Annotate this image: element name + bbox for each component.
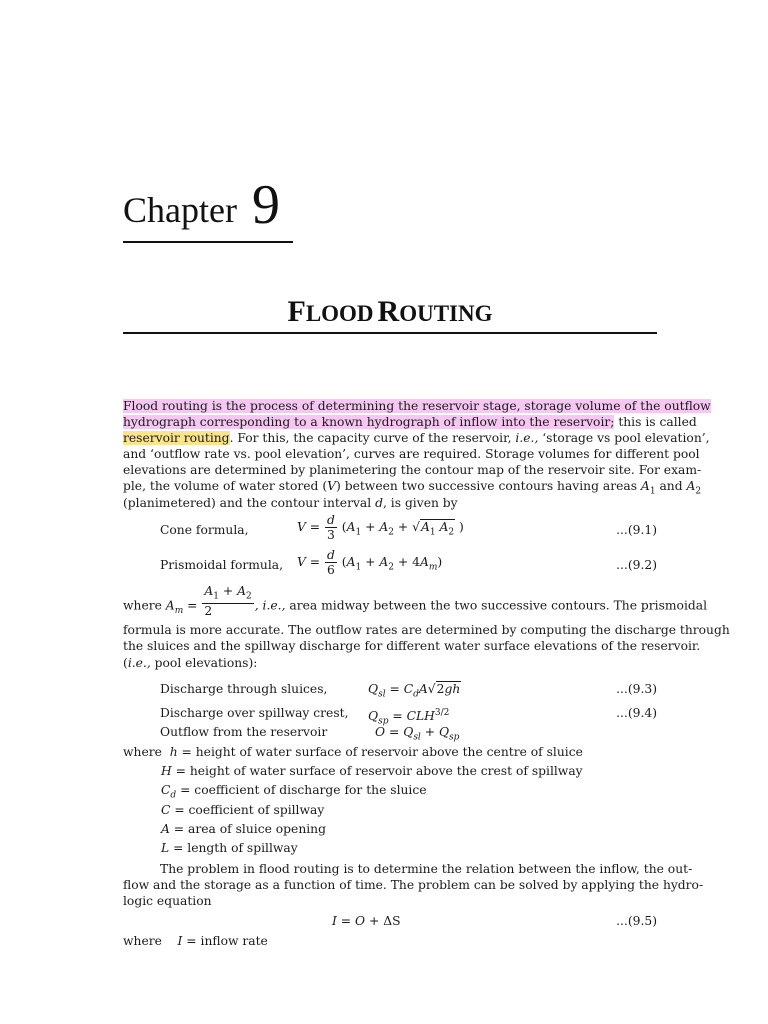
equation-sluice: $Q_{sl} = C_dA√2gh$ bbox=[368, 682, 461, 700]
paragraph-line: flow and the storage as a function of time. The problem can be solved by applying the hydro- bbox=[123, 878, 704, 892]
equation-outflow: $O = Q_{sl} + Q_{sp}$ bbox=[375, 725, 460, 743]
definition-row: L = length of spillway bbox=[161, 841, 298, 855]
paragraph-line bbox=[123, 398, 711, 414]
equation-label: Outflow from the reservoir bbox=[160, 725, 328, 739]
paragraph-line: reservoir routing. For this, the capacity curve of the reservoir, i.e., ‘storage vs pool elevation’, bbox=[123, 431, 710, 445]
paragraph-line: ple, the volume of water stored (V) between two successive contours having areas $A_1$ and $A_2$ bbox=[123, 479, 702, 497]
paragraph-line: (i.e., pool elevations): bbox=[123, 656, 258, 670]
yellow-highlight: reservoir routing bbox=[123, 431, 230, 445]
definition-row: $C_d$ = coefficient of discharge for the sluice bbox=[161, 783, 427, 801]
page-title: FLOOD ROUTING bbox=[287, 295, 493, 328]
chapter-label: Chapter bbox=[123, 190, 237, 230]
equation-prismoidal: V = $\frac{d}{6}$ $(A_1 + A_2 + 4A_m)$ bbox=[297, 548, 443, 577]
definition-row: where h = height of water surface of reservoir above the centre of sluice bbox=[123, 745, 583, 759]
definition-row: A = area of sluice opening bbox=[161, 822, 326, 836]
equation-number: ...(9.2) bbox=[616, 558, 657, 572]
paragraph-line: formula is more accurate. The outflow rates are determined by computing the discharge through bbox=[123, 623, 730, 637]
chapter-number: 9 bbox=[252, 174, 280, 236]
pink-highlight: hydrograph corresponding to a known hydrograph of inflow into the reservoir; bbox=[123, 415, 615, 429]
paragraph-line: where $A_m$ = $\frac{A_1 + A_2}{2}$ , i.e., area midway between the two successive contours. The prismoidal bbox=[123, 584, 708, 619]
equation-spillway: $Q_{sp} = CLH^{3/2}$ bbox=[368, 708, 450, 727]
equation-number: ...(9.3) bbox=[616, 682, 657, 696]
equation-label: Discharge through sluices, bbox=[160, 682, 328, 696]
equation-label: Discharge over spillway crest, bbox=[160, 706, 349, 720]
equation-label: Prismoidal formula, bbox=[160, 558, 284, 572]
paragraph-line: The problem in flood routing is to determine the relation between the inflow, the out- bbox=[160, 862, 693, 876]
paragraph-line: elevations are determined by planimetering the contour map of the reservoir site. For exam- bbox=[123, 463, 702, 477]
definition-row: H = height of water surface of reservoir above the crest of spillway bbox=[161, 764, 583, 778]
equation-hydrologic: I = O + ΔS bbox=[332, 914, 401, 928]
equation-cone: V = $\frac{d}{3}$ ($A_1 + A_2 + √A_1$ $A_2$ ) bbox=[297, 513, 464, 542]
paragraph-line: (planimetered) and the contour interval d, is given by bbox=[123, 496, 458, 510]
chapter-underline bbox=[123, 241, 293, 243]
equation-number: ...(9.1) bbox=[616, 523, 657, 537]
paragraph-line: hydrograph corresponding to a known hydrograph of inflow into the reservoir; this is called bbox=[123, 415, 697, 429]
definition-row: C = coefficient of spillway bbox=[161, 803, 325, 817]
equation-number: ...(9.5) bbox=[616, 914, 657, 928]
title-rule bbox=[123, 332, 657, 334]
equation-number: ...(9.4) bbox=[616, 706, 657, 720]
paragraph-line: and ‘outflow rate vs. pool elevation’, curves are required. Storage volumes for different pool bbox=[123, 447, 700, 461]
pink-highlight: Flood routing is the process of determining the reservoir stage, storage volume of the outflow bbox=[123, 399, 711, 413]
equation-label: Cone formula, bbox=[160, 523, 249, 537]
definition-row: where I = inflow rate bbox=[123, 934, 268, 948]
paragraph-line: the sluices and the spillway discharge for different water surface elevations of the reservoir. bbox=[123, 639, 701, 653]
paragraph-line: logic equation bbox=[123, 894, 212, 908]
